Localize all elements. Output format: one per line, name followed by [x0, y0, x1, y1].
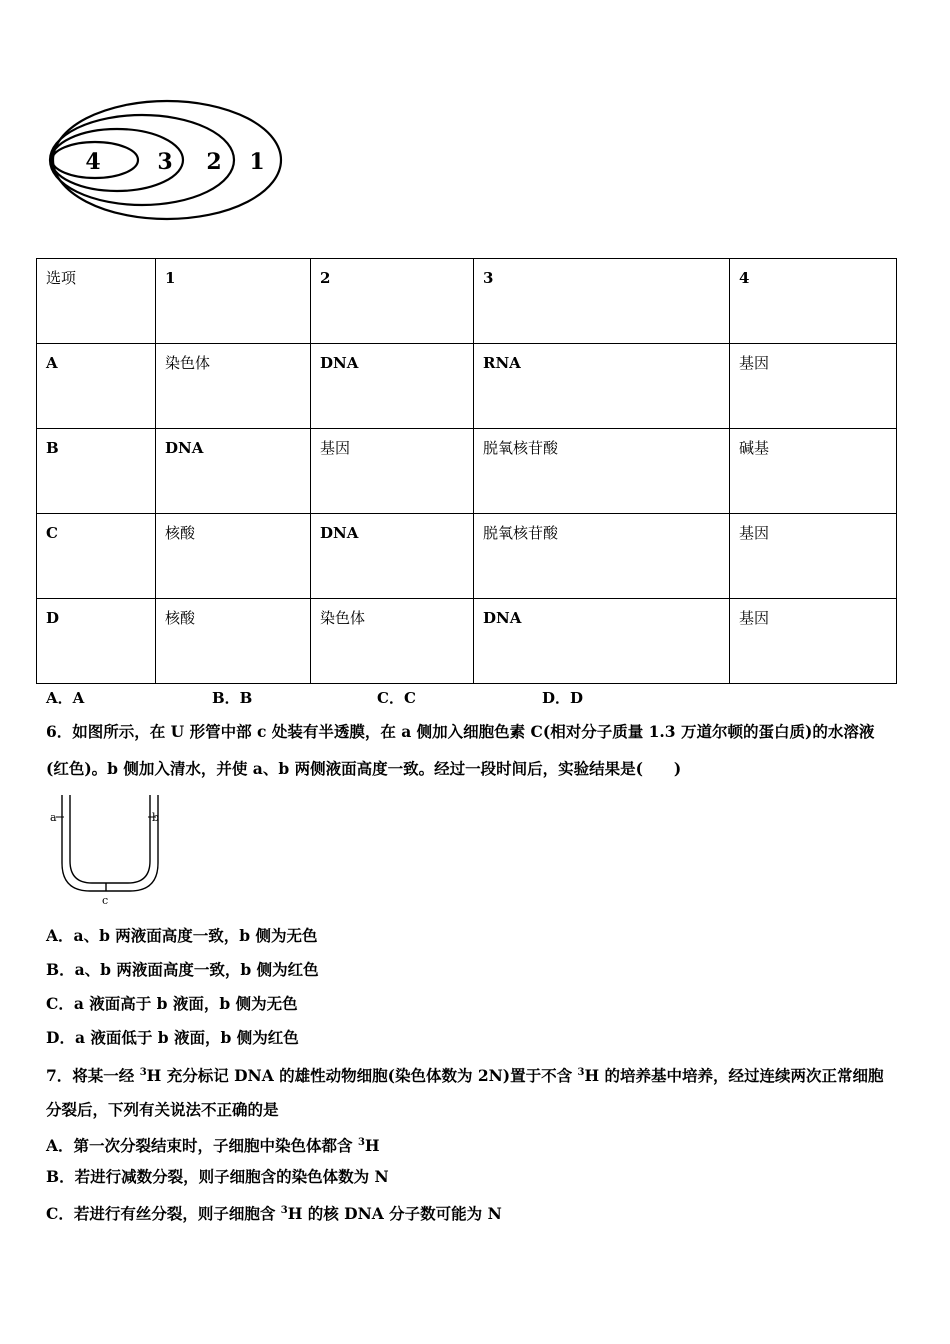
table-cell: D	[37, 599, 156, 684]
q6-stem-line1: 6．如图所示，在 U 形管中部 c 处装有半透膜，在 a 侧加入细胞色素 C(相对分子质量 1.3 万道尔顿的蛋白质)的水溶液	[46, 722, 875, 741]
label-b: b	[152, 811, 160, 824]
q7-stem-line2: 分裂后，下列有关说法不正确的是	[46, 1100, 279, 1119]
q7-option-c[interactable]	[46, 1200, 502, 1225]
table-header-cell: 1	[156, 259, 311, 344]
q7-option-text: A．第一次分裂结束时，子细胞中染色体都含	[46, 1136, 358, 1155]
q5-option-d[interactable]: D．D	[542, 689, 584, 707]
table-header-cell: 选项	[37, 259, 156, 344]
table-row	[37, 429, 897, 514]
superscript: 3	[577, 1067, 585, 1078]
q6-stem-line2: (红色)。b 侧加入清水，并使 a、b 两侧液面高度一致。经过一段时间后，实验结果是( )	[46, 759, 682, 778]
table-cell: 核酸	[156, 514, 311, 599]
table-row	[37, 599, 897, 684]
table-cell: DNA	[311, 514, 474, 599]
ellipse-label-3: 3	[157, 149, 173, 175]
q7-option-b[interactable]: B．若进行减数分裂，则子细胞含的染色体数为 N	[46, 1167, 389, 1186]
superscript: 3	[139, 1067, 147, 1078]
table-cell: C	[37, 514, 156, 599]
q7-stem-line1	[46, 1062, 884, 1087]
table-cell: 染色体	[311, 599, 474, 684]
table-header-cell: 4	[730, 259, 897, 344]
q6-option-b[interactable]: B．a、b 两液面高度一致，b 侧为红色	[46, 960, 319, 979]
table-cell: B	[37, 429, 156, 514]
table-cell: 基因	[730, 344, 897, 429]
table-cell: A	[37, 344, 156, 429]
ellipse-label-1: 1	[249, 149, 265, 175]
table-row	[37, 344, 897, 429]
q7-stem-text: H 充分标记 DNA 的雄性动物细胞(染色体数为 2N)置于不含	[146, 1066, 578, 1085]
nested-ellipses-figure	[48, 96, 288, 226]
label-c: c	[102, 894, 109, 907]
q7-option-text: H	[364, 1136, 380, 1155]
q7-option-text: C．若进行有丝分裂，则子细胞含	[46, 1204, 281, 1223]
u-tube-outer	[62, 795, 158, 891]
q7-option-text: H 的核 DNA 分子数可能为 N	[287, 1204, 502, 1223]
table-cell: 基因	[730, 599, 897, 684]
q5-option-b[interactable]: B．B	[212, 689, 253, 707]
table-cell: 脱氧核苷酸	[474, 514, 730, 599]
q6-option-a[interactable]: A．a、b 两液面高度一致，b 侧为无色	[46, 926, 318, 945]
table-cell: 基因	[311, 429, 474, 514]
table-cell: RNA	[474, 344, 730, 429]
options-table	[36, 258, 897, 684]
table-cell: 碱基	[730, 429, 897, 514]
table-header-cell: 3	[474, 259, 730, 344]
table-cell: 脱氧核苷酸	[474, 429, 730, 514]
table-header-row	[37, 259, 897, 344]
table-header-cell: 2	[311, 259, 474, 344]
table-cell: DNA	[156, 429, 311, 514]
ellipse-label-2: 2	[206, 149, 222, 175]
table-cell: 核酸	[156, 599, 311, 684]
table-cell: DNA	[474, 599, 730, 684]
q7-option-a[interactable]	[46, 1132, 380, 1157]
u-tube-figure	[50, 795, 170, 907]
q7-stem-text: H 的培养基中培养，经过连续两次正常细胞	[584, 1066, 884, 1085]
q7-stem-text: 7．将某一经	[46, 1066, 140, 1085]
q5-option-a[interactable]: A．A	[46, 689, 85, 707]
table-cell: 基因	[730, 514, 897, 599]
label-a: a	[50, 811, 57, 824]
table-row	[37, 514, 897, 599]
superscript: 3	[280, 1205, 288, 1216]
table-cell: 染色体	[156, 344, 311, 429]
q5-option-c[interactable]: C．C	[377, 689, 416, 707]
superscript: 3	[357, 1137, 365, 1148]
table-cell: DNA	[311, 344, 474, 429]
q6-option-d[interactable]: D．a 液面低于 b 液面，b 侧为红色	[46, 1028, 299, 1047]
ellipse-label-4: 4	[85, 149, 101, 175]
q6-option-c[interactable]: C．a 液面高于 b 液面，b 侧为无色	[46, 994, 298, 1013]
u-tube-inner	[70, 795, 150, 883]
